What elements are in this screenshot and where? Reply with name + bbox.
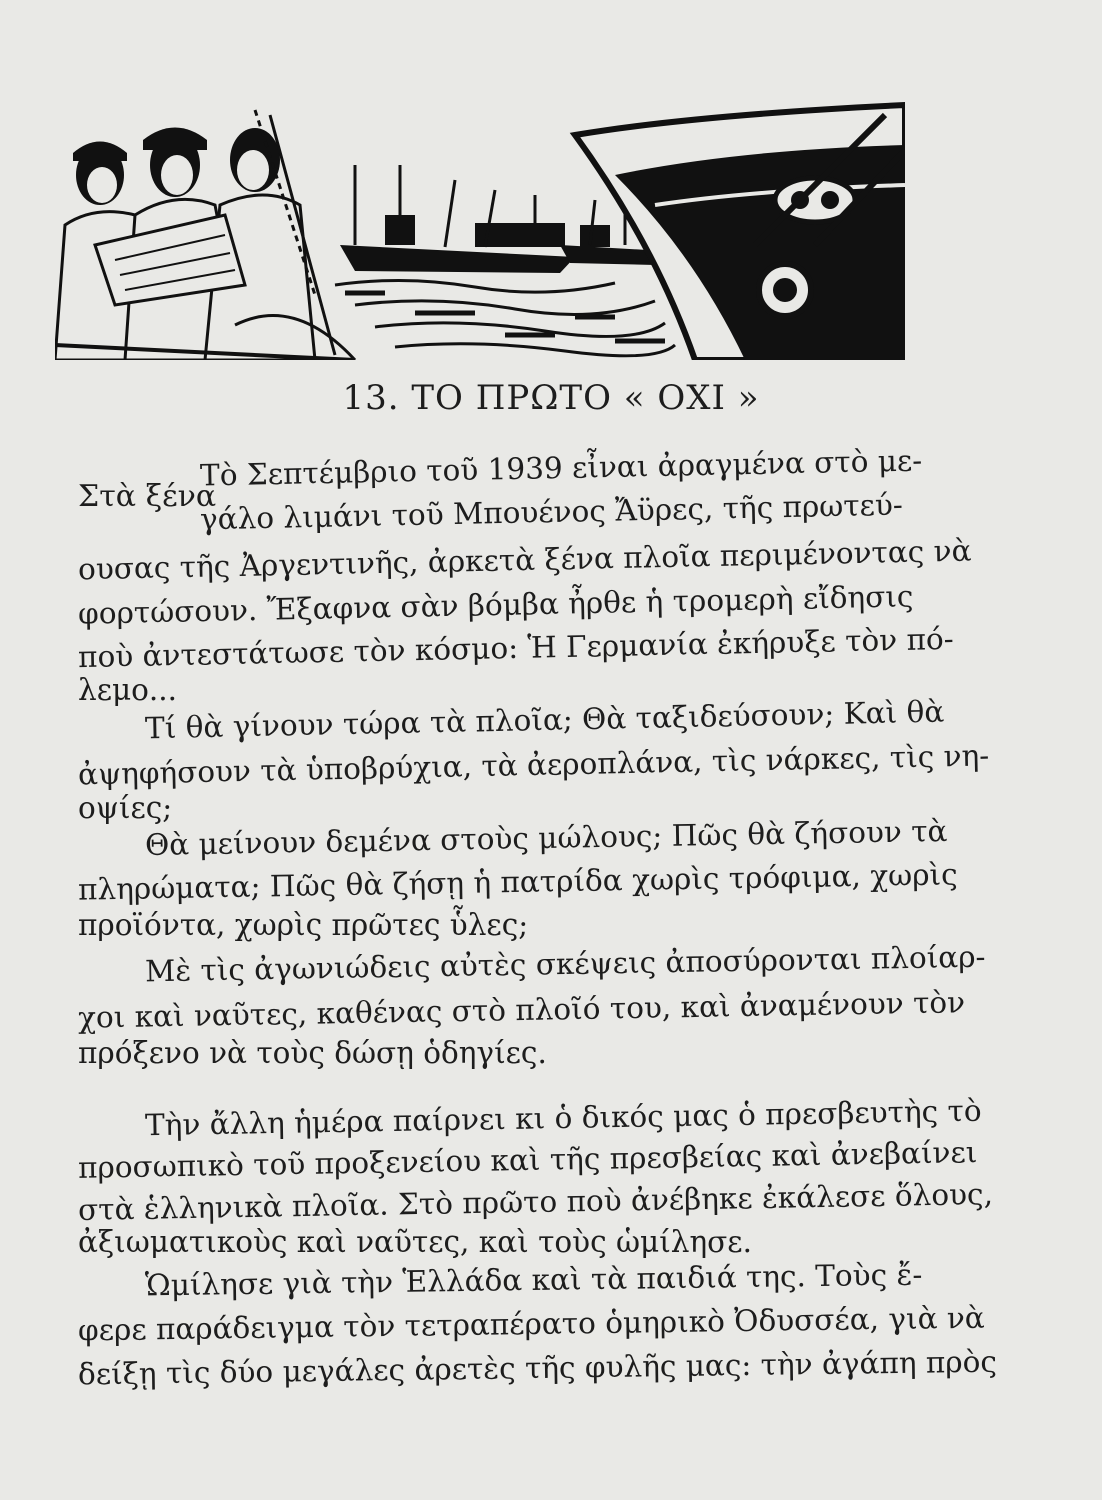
text-line: στὰ ἑλληνικὰ πλοῖα. Στὸ πρῶτο ποὺ ἀνέβηκε ἐκάλεσε ὅλους, bbox=[77, 1177, 994, 1227]
text-line: γάλο λιμάνι τοῦ Μπουένος Ἄϋρες, τῆς πρωτεύ- bbox=[199, 487, 904, 537]
text-line: Μὲ τὶς ἀγωνιώδεις αὐτὲς σκέψεις ἀποσύρονται πλοίαρ- bbox=[144, 939, 986, 989]
text-line: Ὡμίλησε γιὰ τὴν Ἑλλάδα καὶ τὰ παιδιά της. Τοὺς ἔ- bbox=[144, 1257, 923, 1303]
text-line: φορτώσουν. Ἔξαφνα σὰν βόμβα ἦρθε ἡ τρομερὴ εἴδησις bbox=[77, 579, 914, 631]
text-line: πληρώματα; Πῶς θὰ ζήσῃ ἡ πατρίδα χωρὶς τρόφιμα, χωρὶς bbox=[77, 857, 958, 907]
margin-note: Στὰ ξένα bbox=[78, 479, 217, 514]
text-line: Τὴν ἄλλη ἡμέρα παίρνει κι ὁ δικός μας ὁ πρεσβευτὴς τὸ bbox=[144, 1093, 982, 1143]
text-line: φερε παράδειγμα τὸν τετραπέρατο ὁμηρικὸ Ὀδυσσέα, γιὰ νὰ bbox=[77, 1300, 985, 1348]
text-line: λεμο... bbox=[78, 673, 178, 707]
text-line: Τὸ Σεπτέμβριο τοῦ 1939 εἶναι ἀραγμένα στὸ με- bbox=[199, 443, 923, 493]
text-line: πρόξενο νὰ τοὺς δώσῃ ὁδηγίες. bbox=[78, 1036, 547, 1070]
harbor-illustration bbox=[55, 95, 905, 360]
text-line: ἀξιωματικοὺς καὶ ναῦτες, καὶ τοὺς ὡμίλησε. bbox=[78, 1225, 752, 1259]
text-line: χοι καὶ ναῦτες, καθένας στὸ πλοῖό του, καὶ ἀναμένουν τὸν bbox=[77, 985, 966, 1035]
chapter-title: 13. ΤΟ ΠΡΩΤΟ « ΟΧΙ » bbox=[342, 378, 760, 418]
text-line: προϊόντα, χωρὶς πρῶτες ὗλες; bbox=[78, 908, 529, 942]
text-line: οψίες; bbox=[78, 791, 173, 825]
text-line: Θὰ μείνουν δεμένα στοὺς μώλους; Πῶς θὰ ζήσουν τὰ bbox=[144, 814, 948, 862]
text-line: δείξῃ τὶς δύο μεγάλες ἀρετὲς τῆς φυλῆς μας: τὴν ἀγάπη πρὸς bbox=[77, 1344, 998, 1392]
text-line: προσωπικὸ τοῦ προξενείου καὶ τῆς πρεσβείας καὶ ἀνεβαίνει bbox=[77, 1135, 978, 1185]
text-line: ουσας τῆς Ἀργεντινῆς, ἀρκετὰ ξένα πλοῖα περιμένοντας νὰ bbox=[77, 533, 972, 587]
text-line: ποὺ ἀντεστάτωσε τὸν κόσμο: Ἡ Γερμανία ἐκήρυξε τὸν πό- bbox=[77, 621, 954, 675]
text-line: Τί θὰ γίνουν τώρα τὰ πλοῖα; Θὰ ταξιδεύσουν; Καὶ θὰ bbox=[144, 694, 945, 746]
text-line: ἀψηφήσουν τὰ ὑποβρύχια, τὰ ἀεροπλάνα, τὶς νάρκες, τὶς νη- bbox=[77, 738, 990, 792]
